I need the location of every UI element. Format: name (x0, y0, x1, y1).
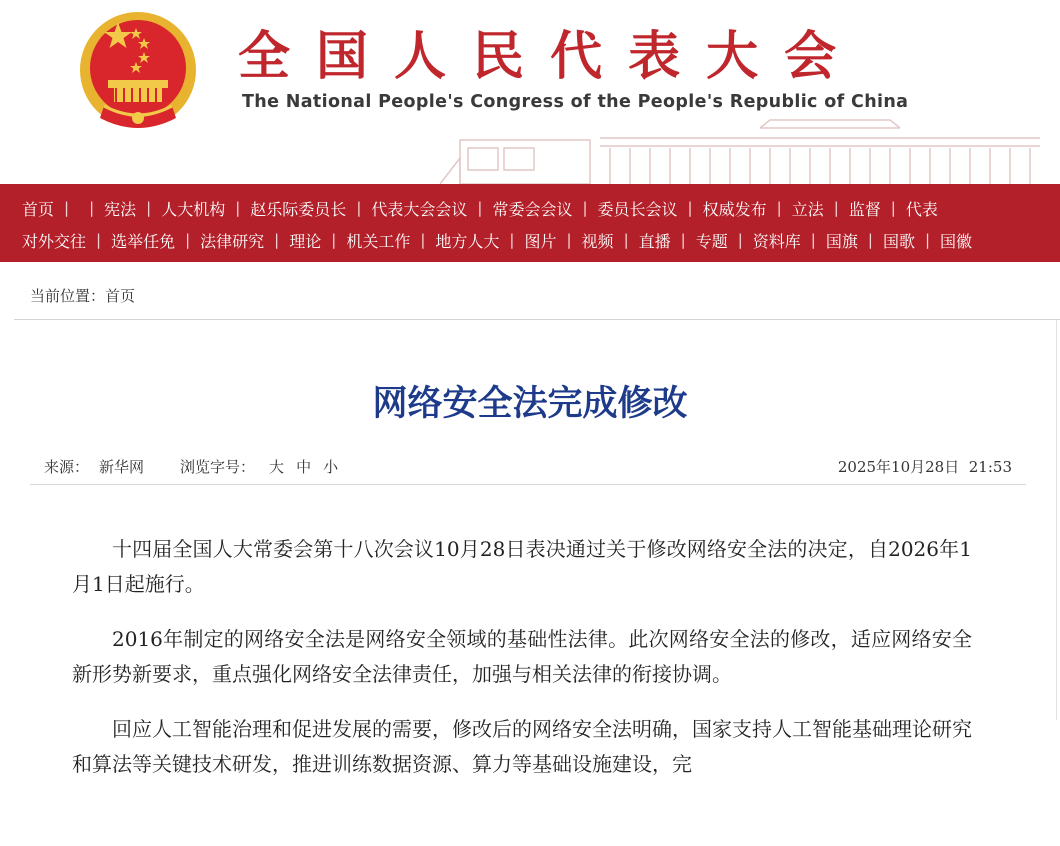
nav-separator: | (810, 231, 816, 249)
font-size-medium-button[interactable]: 中 (296, 458, 312, 476)
nav-separator: | (185, 231, 191, 249)
nav-link[interactable]: 代表大会会议 (371, 199, 468, 219)
nav-separator: | (833, 199, 839, 217)
nav-separator: | (274, 231, 280, 249)
nav-separator: | (582, 199, 588, 217)
article-meta (44, 456, 1016, 478)
nav-separator: | (687, 199, 693, 217)
nav-link[interactable]: 专题 (695, 231, 728, 251)
nav-link[interactable]: 监督 (848, 199, 881, 219)
nav-link[interactable]: 法律研究 (200, 231, 265, 251)
nav-separator: | (509, 231, 515, 249)
nav-separator: | (64, 199, 70, 217)
nav-separator: | (477, 199, 483, 217)
publish-datetime: 2025年10月28日 21:53 (837, 458, 1012, 476)
site-title-char: 会 (784, 27, 837, 87)
nav-separator: | (867, 231, 873, 249)
nav-link[interactable]: 地方人大 (435, 231, 500, 251)
nav-link[interactable]: 人大机构 (161, 199, 226, 219)
nav-separator: | (566, 231, 572, 249)
nav-separator: | (235, 199, 241, 217)
nav-link[interactable]: 资料库 (752, 231, 801, 251)
nav-link[interactable]: 国歌 (882, 231, 915, 251)
nav-separator: | (890, 199, 896, 217)
nav-link[interactable]: 对外交往 (22, 231, 87, 251)
nav-separator: | (96, 231, 102, 249)
breadcrumb (30, 285, 135, 306)
source-name: 新华网 (99, 458, 145, 476)
source-label: 来源： (44, 458, 90, 476)
nav-separator: | (420, 231, 426, 249)
site-title (238, 24, 836, 90)
main-nav (0, 184, 1060, 262)
nav-link[interactable]: 图片 (524, 231, 557, 251)
font-size-large-button[interactable]: 大 (269, 458, 285, 476)
nav-row-1 (22, 192, 1060, 224)
site-header (0, 0, 1060, 184)
nav-link[interactable]: 机关工作 (346, 231, 411, 251)
article-paragraph: 十四届全国人大常委会第十八次会议10月28日表决通过关于修改网络安全法的决定，自2026年1月1日起施行。 (72, 537, 972, 596)
divider (30, 484, 1026, 485)
nav-link[interactable]: 权威发布 (702, 199, 767, 219)
nav-link[interactable]: 立法 (791, 199, 824, 219)
site-title-char: 民 (472, 27, 525, 87)
site-subtitle: The National People's Congress of the People's Republic of China (242, 92, 909, 112)
nav-separator: | (924, 231, 931, 249)
nav-separator: | (89, 199, 95, 217)
article-paragraph: 回应人工智能治理和促进发展的需要，修改后的网络安全法明确，国家支持人工智能基础理论研究和算法等关键技术研发，推进训练数据资源、算力等基础设施建设，完 (72, 717, 972, 776)
nav-separator: | (737, 231, 743, 249)
nav-link[interactable]: 选举任免 (111, 231, 176, 251)
nav-link[interactable]: 视频 (581, 231, 614, 251)
nav-row-2 (22, 224, 1060, 256)
font-size-small-button[interactable]: 小 (323, 458, 339, 476)
font-size-label: 浏览字号： (180, 458, 256, 476)
nav-link[interactable]: 代表 (905, 199, 938, 219)
site-title-char: 人 (394, 27, 447, 87)
nav-link[interactable]: 宪法 (104, 199, 137, 219)
nav-separator: | (776, 199, 782, 217)
nav-separator: | (623, 231, 629, 249)
article-title: 网络安全法完成修改 (372, 383, 688, 424)
nav-link[interactable]: 国旗 (825, 231, 858, 251)
nav-link[interactable]: 赵乐际委员长 (250, 199, 347, 219)
site-title-char: 全 (238, 27, 291, 87)
nav-separator: | (331, 231, 337, 249)
national-emblem-icon[interactable] (78, 6, 198, 134)
nav-link[interactable]: 国徽 (940, 231, 973, 251)
divider (14, 319, 1060, 320)
nav-link[interactable]: 委员长会议 (597, 199, 678, 219)
nav-separator: | (146, 199, 152, 217)
nav-separator: | (680, 231, 686, 249)
nav-link[interactable]: 直播 (638, 231, 671, 251)
article-paragraph: 2016年制定的网络安全法是网络安全领域的基础性法律。此次网络安全法的修改，适应网络安全新形势新要求，重点强化网络安全法律责任，加强与相关法律的衔接协调。 (72, 627, 972, 686)
article-body (72, 532, 972, 802)
site-title-char: 表 (628, 27, 681, 87)
nav-link[interactable]: 首页 (22, 199, 55, 219)
site-title-char: 大 (706, 27, 759, 87)
breadcrumb-label: 当前位置： (30, 287, 106, 305)
nav-separator: | (356, 199, 362, 217)
site-title-char: 代 (550, 27, 603, 87)
nav-link[interactable]: 理论 (289, 231, 322, 251)
site-title-char: 国 (316, 27, 369, 87)
nav-link[interactable]: 常委会会议 (492, 199, 573, 219)
great-hall-banner-icon (440, 118, 1060, 184)
breadcrumb-home-link[interactable]: 首页 (105, 287, 136, 305)
